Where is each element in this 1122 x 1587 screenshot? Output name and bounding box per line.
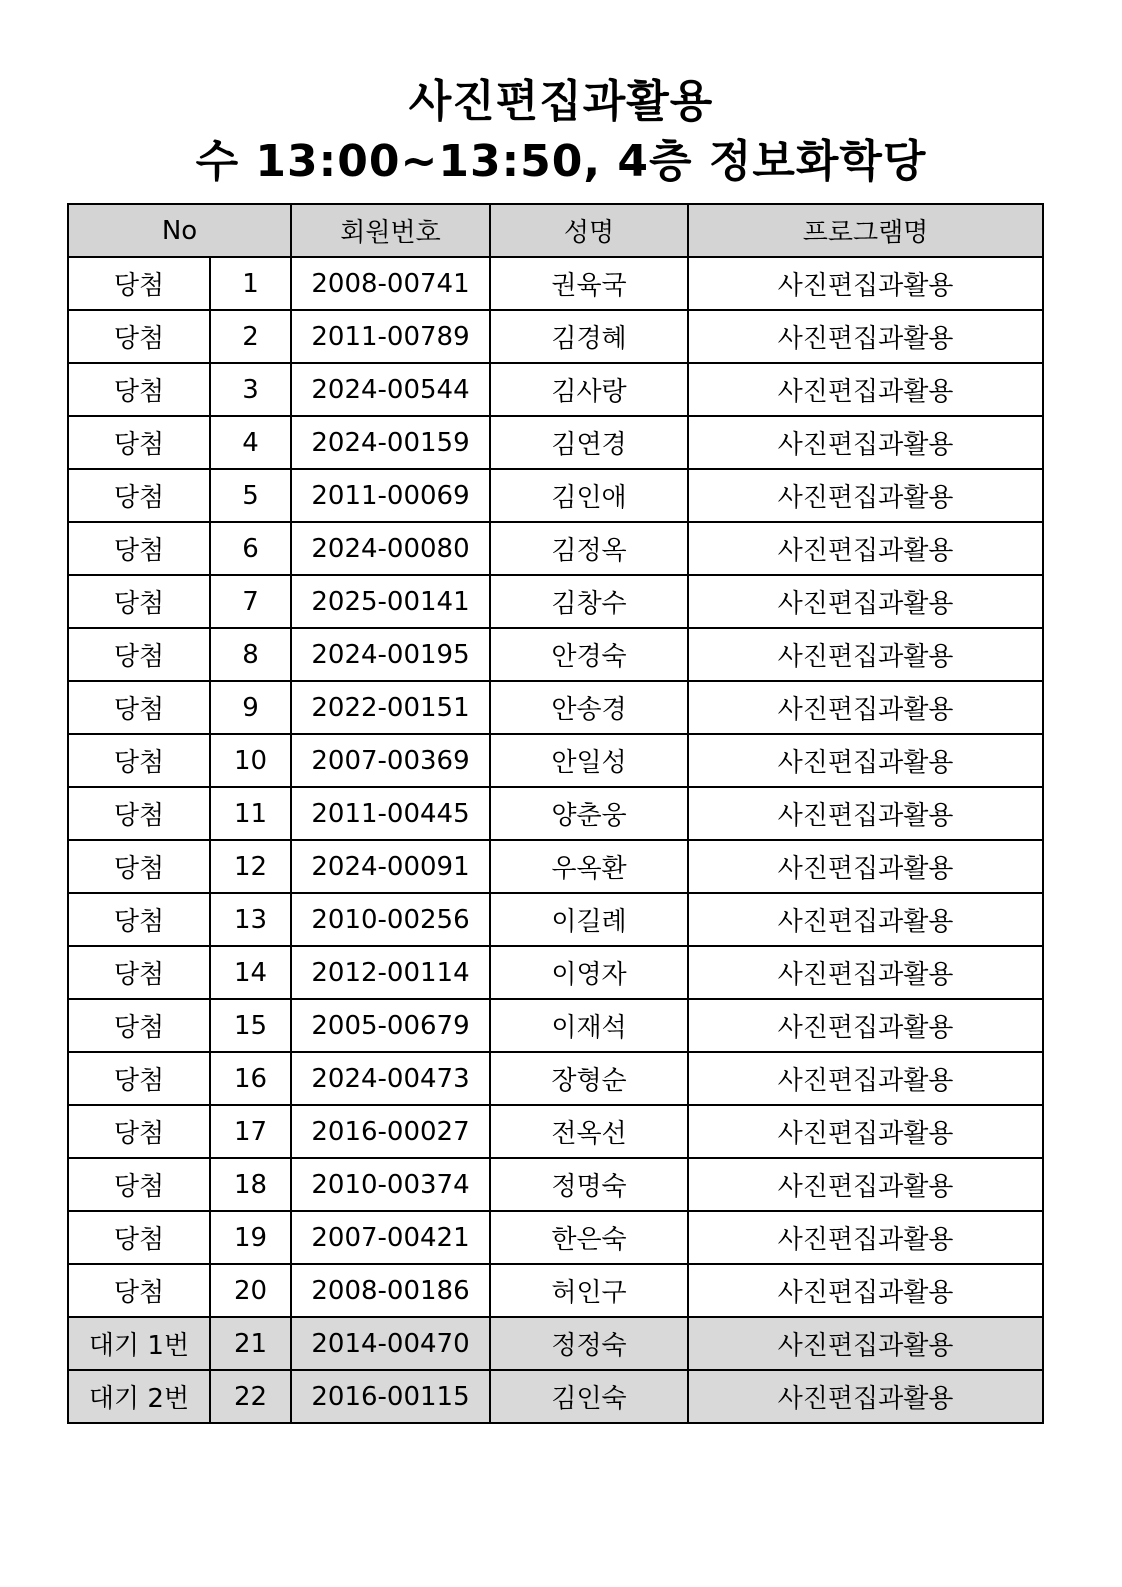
number-cell: 10 [210, 734, 291, 787]
member-id-cell: 2024-00159 [291, 416, 490, 469]
status-cell: 당첨 [68, 628, 210, 681]
member-name-cell: 장형순 [490, 1052, 688, 1105]
table-row [68, 893, 1043, 946]
status-cell: 당첨 [68, 416, 210, 469]
number-cell: 6 [210, 522, 291, 575]
member-id-cell: 2008-00186 [291, 1264, 490, 1317]
program-name-cell: 사진편집과활용 [688, 310, 1043, 363]
program-name-cell: 사진편집과활용 [688, 999, 1043, 1052]
member-id-cell: 2024-00195 [291, 628, 490, 681]
member-id-cell: 2007-00369 [291, 734, 490, 787]
title-block [0, 72, 1122, 192]
column-header-name: 성명 [490, 204, 688, 257]
member-name-cell: 허인구 [490, 1264, 688, 1317]
status-cell: 당첨 [68, 1211, 210, 1264]
status-cell: 대기 2번 [68, 1370, 210, 1423]
table-row [68, 257, 1043, 310]
member-name-cell: 김인숙 [490, 1370, 688, 1423]
number-cell: 2 [210, 310, 291, 363]
number-cell: 14 [210, 946, 291, 999]
member-name-cell: 김정옥 [490, 522, 688, 575]
status-cell: 당첨 [68, 1052, 210, 1105]
status-cell: 당첨 [68, 999, 210, 1052]
program-name-cell: 사진편집과활용 [688, 628, 1043, 681]
member-name-cell: 김창수 [490, 575, 688, 628]
table-row [68, 628, 1043, 681]
number-cell: 22 [210, 1370, 291, 1423]
member-name-cell: 전옥선 [490, 1105, 688, 1158]
member-name-cell: 양춘웅 [490, 787, 688, 840]
table-row [68, 734, 1043, 787]
program-name-cell: 사진편집과활용 [688, 893, 1043, 946]
program-name-cell: 사진편집과활용 [688, 787, 1043, 840]
table-row [68, 681, 1043, 734]
program-name-cell: 사진편집과활용 [688, 681, 1043, 734]
number-cell: 11 [210, 787, 291, 840]
member-name-cell: 안일성 [490, 734, 688, 787]
status-cell: 대기 1번 [68, 1317, 210, 1370]
number-cell: 21 [210, 1317, 291, 1370]
number-cell: 4 [210, 416, 291, 469]
status-cell: 당첨 [68, 575, 210, 628]
member-id-cell: 2011-00789 [291, 310, 490, 363]
number-cell: 12 [210, 840, 291, 893]
status-cell: 당첨 [68, 893, 210, 946]
member-name-cell: 안경숙 [490, 628, 688, 681]
column-header-program: 프로그램명 [688, 204, 1043, 257]
table-row [68, 946, 1043, 999]
program-name-cell: 사진편집과활용 [688, 1264, 1043, 1317]
program-name-cell: 사진편집과활용 [688, 1211, 1043, 1264]
page-title: 사진편집과활용 [408, 76, 714, 127]
waitlist-row [68, 1370, 1043, 1423]
column-header-no: No [68, 204, 291, 257]
member-name-cell: 권육국 [490, 257, 688, 310]
status-cell: 당첨 [68, 522, 210, 575]
member-id-cell: 2016-00027 [291, 1105, 490, 1158]
status-cell: 당첨 [68, 840, 210, 893]
program-name-cell: 사진편집과활용 [688, 416, 1043, 469]
roster-body [68, 257, 1043, 1423]
table-row [68, 840, 1043, 893]
number-cell: 19 [210, 1211, 291, 1264]
member-name-cell: 이영자 [490, 946, 688, 999]
table-row [68, 416, 1043, 469]
table-row [68, 787, 1043, 840]
program-name-cell: 사진편집과활용 [688, 575, 1043, 628]
number-cell: 9 [210, 681, 291, 734]
table-row [68, 1158, 1043, 1211]
table-row [68, 1052, 1043, 1105]
member-id-cell: 2025-00141 [291, 575, 490, 628]
member-name-cell: 김연경 [490, 416, 688, 469]
member-id-cell: 2024-00544 [291, 363, 490, 416]
program-name-cell: 사진편집과활용 [688, 1370, 1043, 1423]
member-id-cell: 2024-00473 [291, 1052, 490, 1105]
program-name-cell: 사진편집과활용 [688, 1317, 1043, 1370]
program-name-cell: 사진편집과활용 [688, 469, 1043, 522]
status-cell: 당첨 [68, 363, 210, 416]
member-id-cell: 2016-00115 [291, 1370, 490, 1423]
table-row [68, 1211, 1043, 1264]
member-name-cell: 정명숙 [490, 1158, 688, 1211]
waitlist-row [68, 1317, 1043, 1370]
member-name-cell: 안송경 [490, 681, 688, 734]
program-name-cell: 사진편집과활용 [688, 946, 1043, 999]
number-cell: 18 [210, 1158, 291, 1211]
member-id-cell: 2014-00470 [291, 1317, 490, 1370]
table-row [68, 469, 1043, 522]
program-name-cell: 사진편집과활용 [688, 1052, 1043, 1105]
program-name-cell: 사진편집과활용 [688, 1105, 1043, 1158]
number-cell: 17 [210, 1105, 291, 1158]
number-cell: 20 [210, 1264, 291, 1317]
member-id-cell: 2024-00091 [291, 840, 490, 893]
status-cell: 당첨 [68, 469, 210, 522]
table-row [68, 522, 1043, 575]
member-id-cell: 2022-00151 [291, 681, 490, 734]
status-cell: 당첨 [68, 1105, 210, 1158]
column-header-member-id: 회원번호 [291, 204, 490, 257]
member-id-cell: 2010-00256 [291, 893, 490, 946]
program-name-cell: 사진편집과활용 [688, 363, 1043, 416]
status-cell: 당첨 [68, 681, 210, 734]
roster-table [67, 203, 1044, 1424]
page-subtitle: 수 13:00~13:50, 4층 정보화학당 [195, 136, 927, 187]
program-name-cell: 사진편집과활용 [688, 734, 1043, 787]
number-cell: 5 [210, 469, 291, 522]
member-name-cell: 김사랑 [490, 363, 688, 416]
number-cell: 3 [210, 363, 291, 416]
program-name-cell: 사진편집과활용 [688, 840, 1043, 893]
table-row [68, 999, 1043, 1052]
status-cell: 당첨 [68, 946, 210, 999]
program-name-cell: 사진편집과활용 [688, 257, 1043, 310]
table-row [68, 363, 1043, 416]
member-name-cell: 정정숙 [490, 1317, 688, 1370]
table-header-row [68, 204, 1043, 257]
number-cell: 8 [210, 628, 291, 681]
status-cell: 당첨 [68, 734, 210, 787]
number-cell: 13 [210, 893, 291, 946]
member-name-cell: 우옥환 [490, 840, 688, 893]
member-name-cell: 이재석 [490, 999, 688, 1052]
member-name-cell: 김인애 [490, 469, 688, 522]
number-cell: 7 [210, 575, 291, 628]
member-id-cell: 2007-00421 [291, 1211, 490, 1264]
member-name-cell: 김경혜 [490, 310, 688, 363]
table-row [68, 1264, 1043, 1317]
member-id-cell: 2024-00080 [291, 522, 490, 575]
status-cell: 당첨 [68, 310, 210, 363]
program-name-cell: 사진편집과활용 [688, 522, 1043, 575]
table-row [68, 575, 1043, 628]
member-name-cell: 한은숙 [490, 1211, 688, 1264]
number-cell: 16 [210, 1052, 291, 1105]
member-name-cell: 이길례 [490, 893, 688, 946]
table-row [68, 1105, 1043, 1158]
member-id-cell: 2012-00114 [291, 946, 490, 999]
table-row [68, 310, 1043, 363]
status-cell: 당첨 [68, 1158, 210, 1211]
member-id-cell: 2011-00445 [291, 787, 490, 840]
status-cell: 당첨 [68, 257, 210, 310]
member-id-cell: 2008-00741 [291, 257, 490, 310]
number-cell: 15 [210, 999, 291, 1052]
program-name-cell: 사진편집과활용 [688, 1158, 1043, 1211]
member-id-cell: 2011-00069 [291, 469, 490, 522]
status-cell: 당첨 [68, 787, 210, 840]
status-cell: 당첨 [68, 1264, 210, 1317]
member-id-cell: 2010-00374 [291, 1158, 490, 1211]
number-cell: 1 [210, 257, 291, 310]
member-id-cell: 2005-00679 [291, 999, 490, 1052]
